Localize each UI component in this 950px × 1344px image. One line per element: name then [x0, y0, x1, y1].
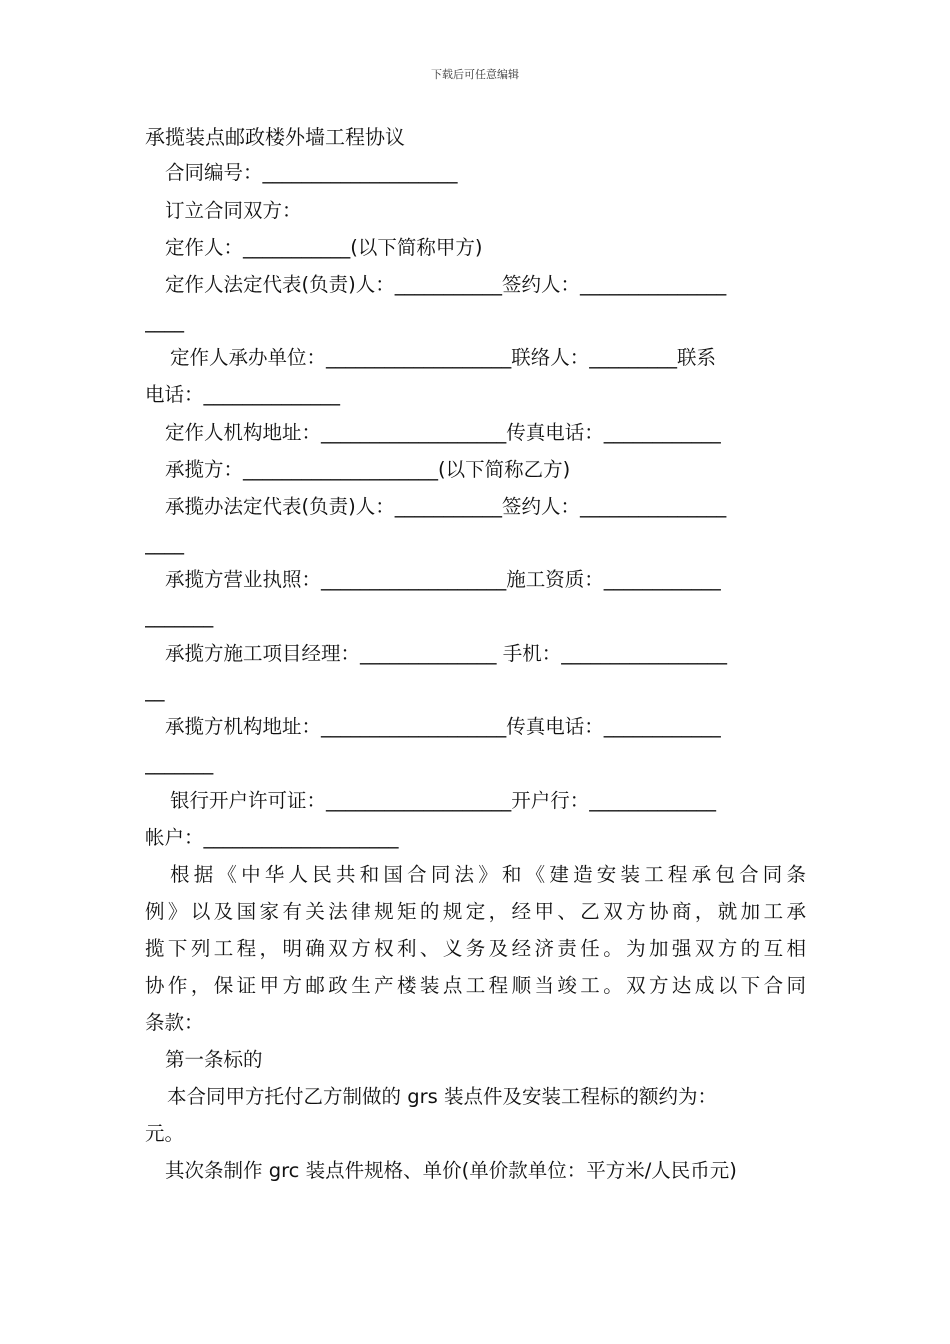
contractor-representative-continuation: ____	[145, 532, 184, 555]
paragraph-line-5: 条款：	[145, 1011, 204, 1034]
contractor-line: 承揽方：____________________(以下简称乙方)	[165, 458, 571, 481]
contractor-representative-line: 承揽办法定代表(负责)人：___________签约人：_______________	[165, 495, 727, 518]
project-manager-continuation: __	[145, 679, 165, 702]
paragraph-line-1: 根据《中华人民共和国合同法》和《建造安装工程承包合同条	[170, 863, 806, 886]
paragraph-line-4: 协作，保证甲方邮政生产楼装点工程顺当竣工。双方达成以下合同	[145, 974, 806, 997]
contractor-license-line: 承揽方营业执照：___________________施工资质：____________	[165, 568, 721, 591]
article-two-heading: 其次条制作 grc 装点件规格、单价(单价款单位：平方米/人民币元)	[165, 1159, 737, 1182]
orderer-line: 定作人：___________(以下简称甲方)	[165, 236, 483, 259]
article-one-heading: 第一条标的	[165, 1048, 263, 1071]
article-one-text: 本合同甲方托付乙方制做的 grs 装点件及安装工程标的额约为：	[167, 1085, 717, 1108]
parties-heading: 订立合同双方：	[165, 199, 302, 222]
orderer-representative-line: 定作人法定代表(负责)人：___________签约人：_______________	[165, 273, 727, 296]
page-header-note: 下载后可任意编辑	[431, 68, 519, 81]
paragraph-line-2: 例》以及国家有关法律规矩的规定，经甲、乙双方协商，就加工承	[145, 900, 806, 923]
account-line: 帐户：____________________	[145, 826, 399, 849]
article-one-continuation: 元。	[145, 1122, 185, 1145]
orderer-representative-continuation: ____	[145, 310, 184, 333]
contractor-address-line: 承揽方机构地址：___________________传真电话：____________	[165, 715, 721, 738]
orderer-phone-line: 电话：______________	[145, 383, 341, 406]
contract-number-line: 合同编号：____________________	[165, 161, 458, 184]
orderer-unit-line: 定作人承办单位：___________________联络人：_________联系	[170, 346, 717, 369]
bank-permit-line: 银行开户许可证：___________________开户行：_____________	[170, 789, 717, 812]
project-manager-line: 承揽方施工项目经理：______________ 手机：_________________	[165, 642, 727, 665]
document-title: 承揽装点邮政楼外墙工程协议	[145, 125, 405, 149]
orderer-address-line: 定作人机构地址：___________________传真电话：____________	[165, 421, 721, 444]
paragraph-line-3: 揽下列工程，明确双方权利、义务及经济责任。为加强双方的互相	[145, 937, 806, 960]
contractor-address-continuation: _______	[145, 752, 214, 775]
contractor-license-continuation: _______	[145, 605, 214, 628]
